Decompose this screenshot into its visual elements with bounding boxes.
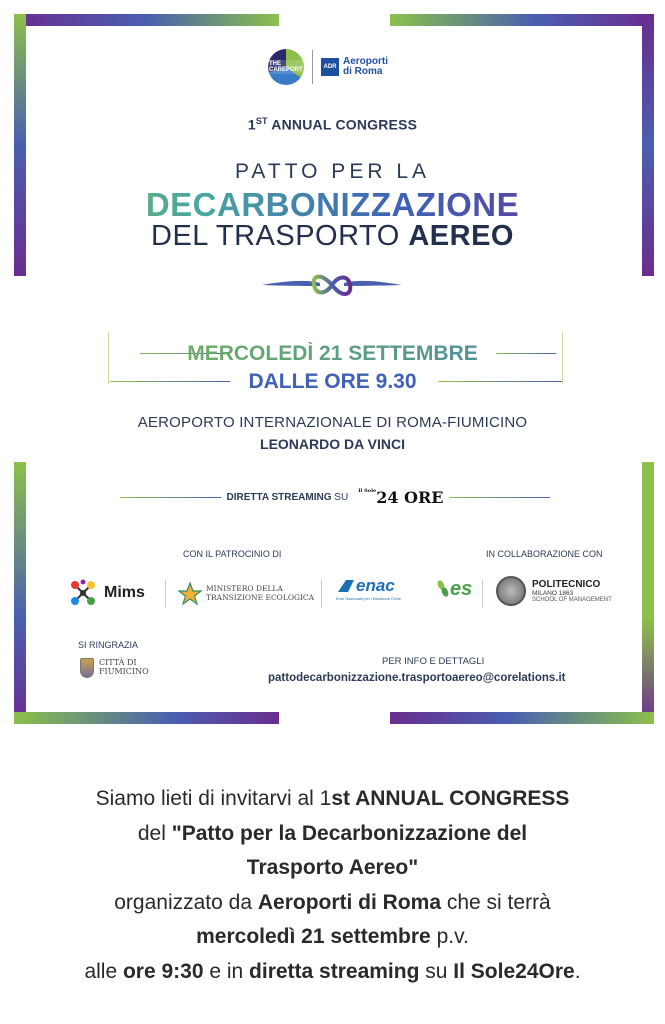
sponsor-divider	[321, 580, 322, 608]
message-line-4: organizzato da Aeroporti di Roma che si terrà	[114, 890, 551, 914]
fiumicino-logo: CITTÀ DI FIUMICINO	[80, 658, 149, 678]
enac-logo: enac Ente Nazionale per l'Aviazione Civile	[336, 576, 401, 601]
streaming-label: DIRETTA STREAMING SU	[226, 491, 349, 503]
wings-emblem-icon	[262, 266, 402, 304]
collaboration-header: IN COLLABORAZIONE CON	[486, 549, 603, 559]
politecnico-seal-icon	[496, 576, 526, 606]
congress-label: 1ST ANNUAL CONGRESS	[247, 116, 418, 133]
event-date: MERCOLEDÌ 21 SETTEMBRE	[0, 342, 665, 366]
title-line-1: PATTO PER LA	[234, 160, 431, 183]
sole24ore-logo: $^{Il Sole}$24 ORE	[358, 487, 444, 507]
message-line-2: del "Patto per la Decarbonizzazione del	[137, 821, 528, 845]
message-line-3: Trasporto Aereo"	[246, 856, 419, 879]
mite-logo: MINISTERO DELLA TRANSIZIONE ECOLOGICA	[178, 582, 314, 606]
mims-network-icon	[68, 578, 98, 608]
frame-bar-bottom-right	[390, 712, 654, 724]
event-venue-name: LEONARDO DA VINCI	[260, 436, 405, 452]
info-email-link[interactable]: pattodecarbonizzazione.trasportoaereo@corelations.it	[268, 672, 566, 684]
fiumicino-crest-icon	[80, 658, 94, 678]
title-line-2: DECARBONIZZAZIONE	[0, 186, 665, 224]
thanks-header: SI RINGRAZIA	[78, 640, 139, 650]
invitation-message	[0, 782, 665, 989]
title-line-3: DEL TRASPORTO AEREO	[151, 220, 514, 252]
event-time: DALLE ORE 9.30	[248, 370, 417, 393]
streaming-rule-left	[120, 497, 221, 498]
streaming-row	[120, 485, 550, 509]
frame-bar-right-lower	[642, 462, 654, 724]
frame-bar-left-lower	[14, 462, 26, 724]
adr-logo-mark: ADR	[321, 58, 339, 76]
frame-bar-top-left	[14, 14, 279, 26]
es-logo: es	[436, 578, 472, 601]
careport-logo: THE CAREPORT	[268, 49, 304, 85]
sponsor-divider	[482, 580, 483, 608]
mims-logo: Mims	[68, 578, 145, 608]
event-venue: AEROPORTO INTERNAZIONALE DI ROMA-FIUMICINO	[137, 414, 528, 431]
message-line-5: mercoledì 21 settembre p.v.	[196, 925, 469, 948]
plane-tail-icon	[336, 578, 356, 594]
message-line-1: Siamo lieti di invitarvi al 1st ANNUAL CONGRESS	[95, 787, 570, 810]
star-icon	[178, 582, 202, 606]
message-line-6: alle ore 9:30 e in diretta streaming su Il Sole24Ore.	[84, 959, 581, 983]
header-logos	[268, 46, 418, 88]
sponsor-divider	[165, 580, 166, 608]
adr-logo-text: Aeroporti di Roma	[343, 55, 388, 77]
streaming-rule-right	[449, 497, 550, 498]
frame-bar-top-right	[390, 14, 654, 26]
logo-divider	[312, 50, 313, 84]
patronage-header: CON IL PATROCINIO DI	[183, 549, 282, 559]
politecnico-logo: POLITECNICO MILANO 1863 SCHOOL OF MANAGEMENT	[496, 576, 612, 606]
leaves-icon	[436, 579, 450, 601]
frame-bar-bottom-left	[14, 712, 279, 724]
info-header: PER INFO E DETTAGLI	[382, 656, 485, 667]
